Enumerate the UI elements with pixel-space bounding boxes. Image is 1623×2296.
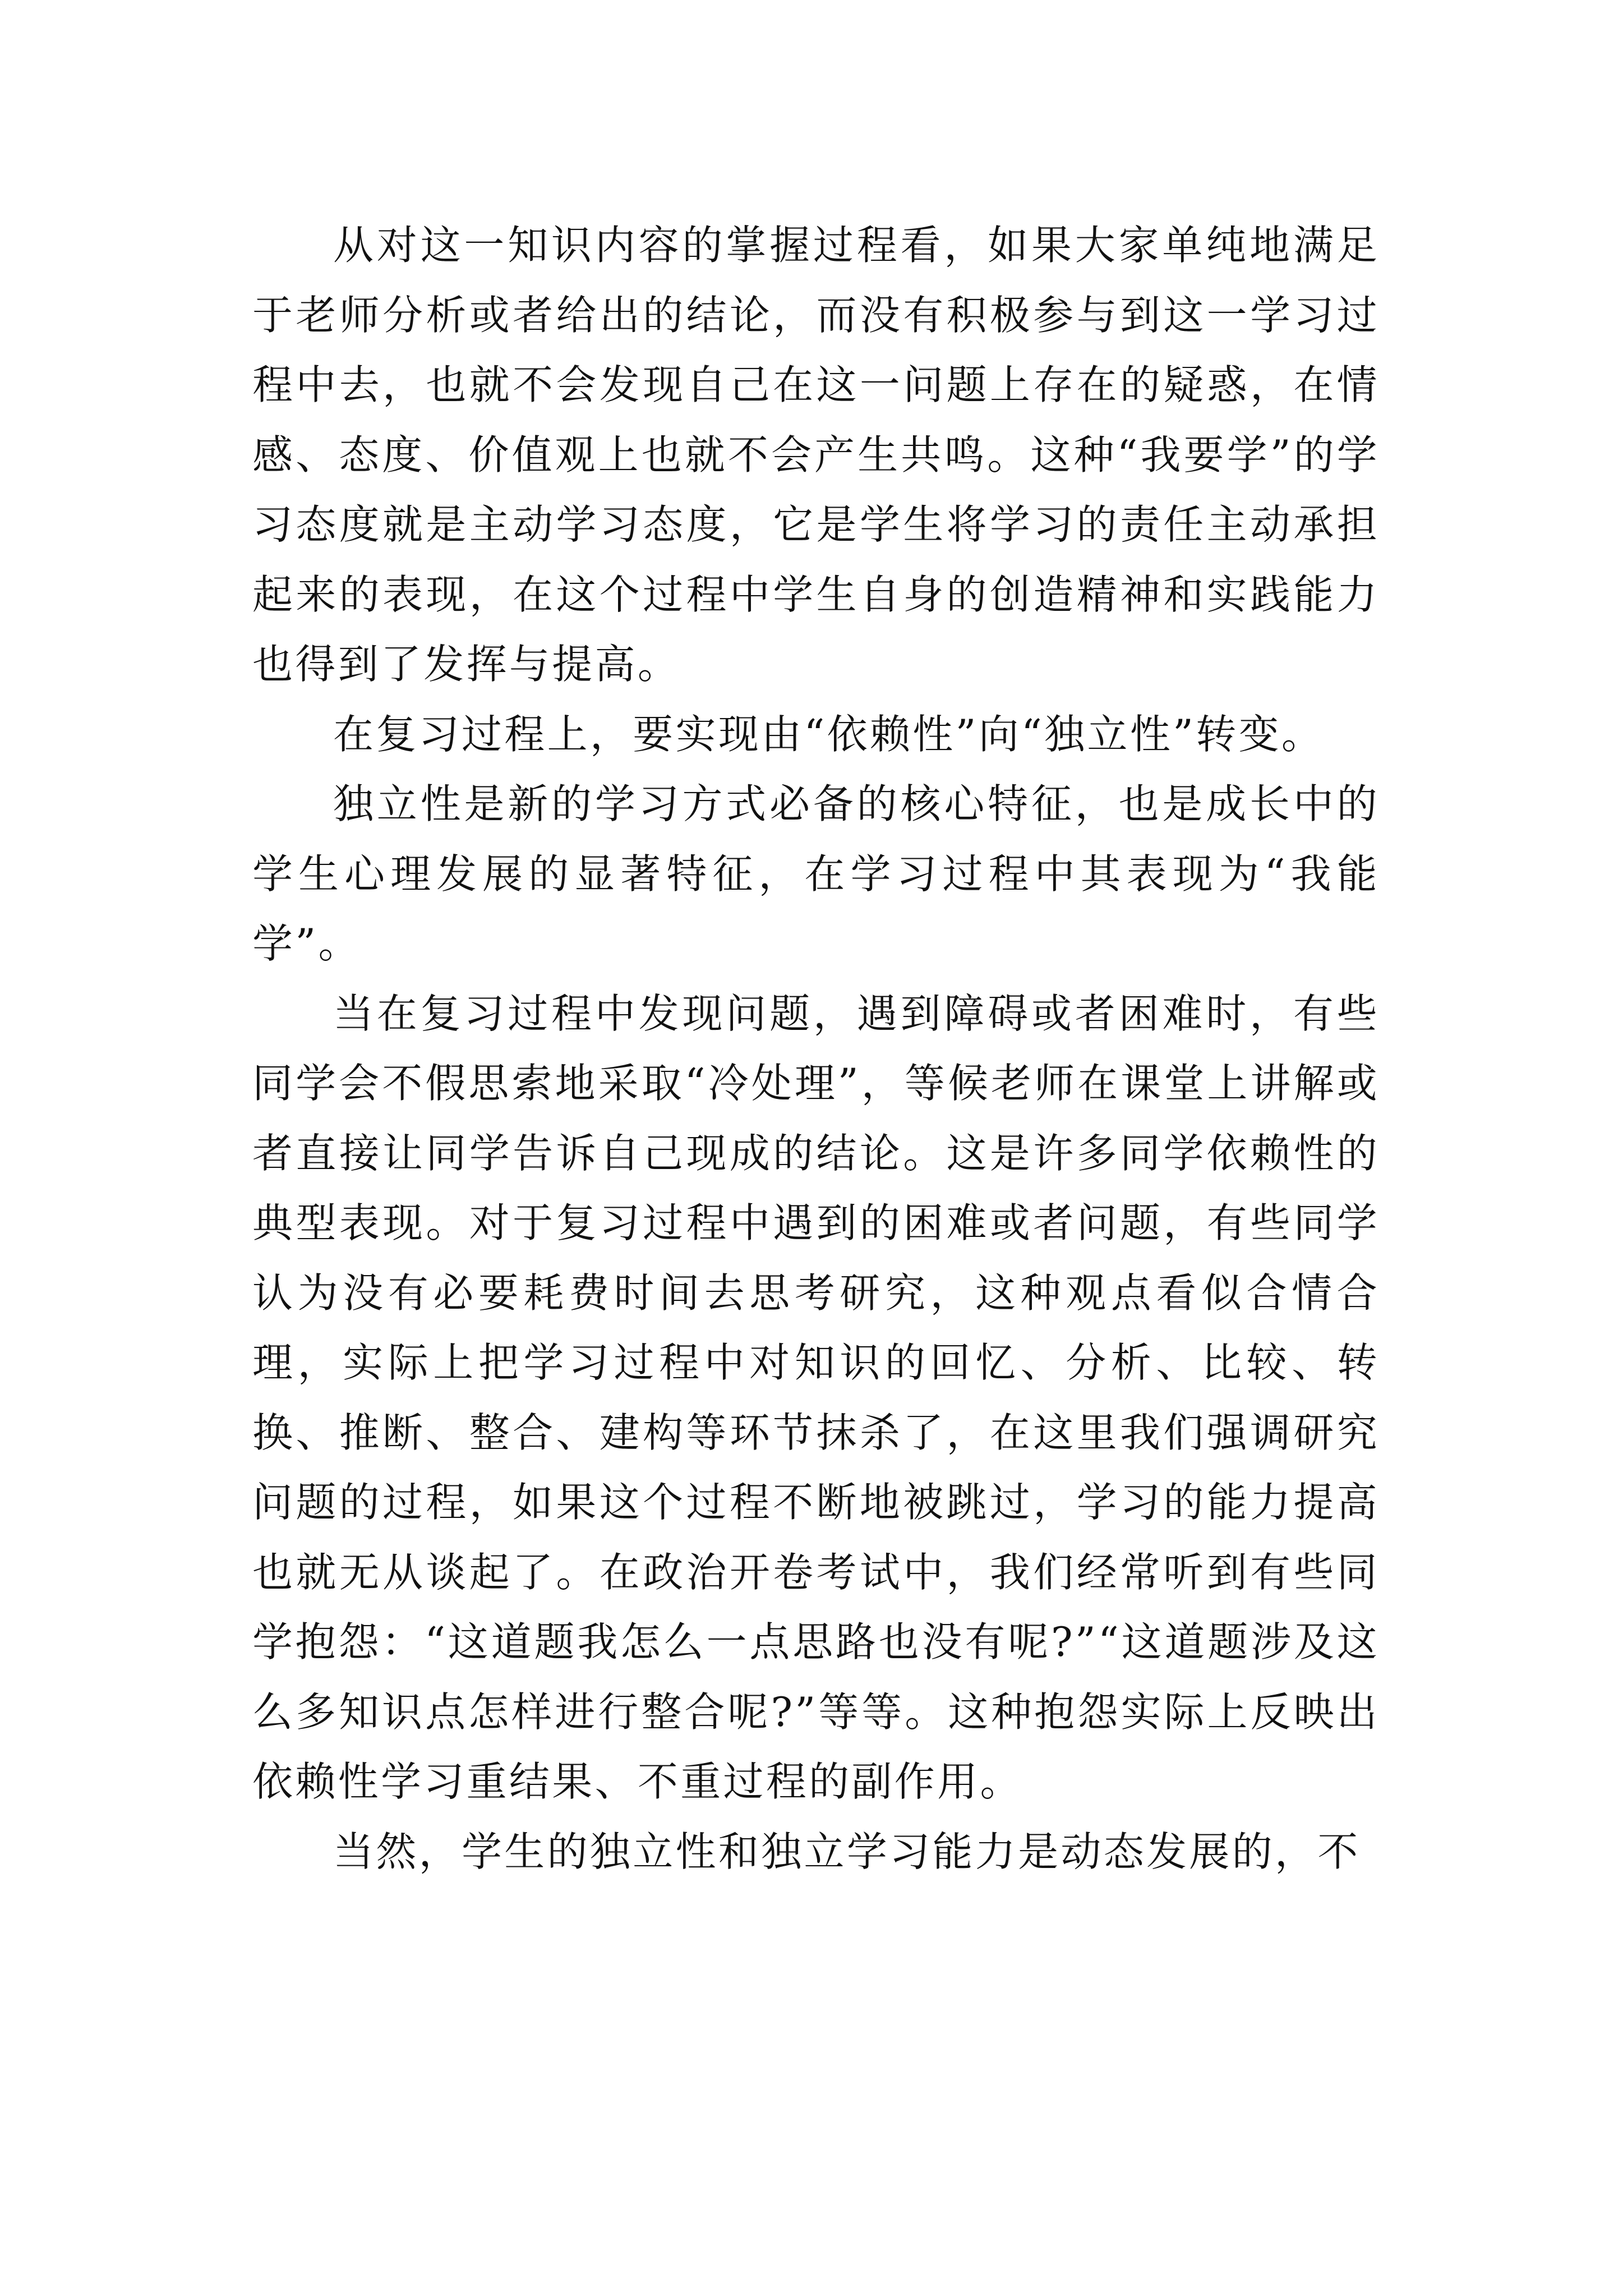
paragraph-independence: 独立性是新的学习方式必备的核心特征，也是成长中的学生心理发展的显著特征，在学习过程中其表现为“我能学”。 [252,780,1380,967]
paragraph-section-heading: 在复习过程上，要实现由“依赖性”向“独立性”转变。 [333,710,1325,758]
paragraph-active-learning: 从对这一知识内容的掌握过程看，如果大家单纯地满足于老师分析或者给出的结论，而没有积极参与到这一学习过程中去，也就不会发现自己在这一问题上存在的疑惑，在情感、态度、价值观上也就不会产生共鸣。这种“我要学”的学习态度就是主动学习态度，它是学生将学习的责任主动承担起来的表现，在这个过程中学生自身的创造精神和实践能力也得到了发挥与提高。 [252,222,1380,688]
paragraph-dependence: 当在复习过程中发现问题，遇到障碍或者困难时，有些同学会不假思索地采取“冷处理”，等候老师在课堂上讲解或者直接让同学告诉自己现成的结论。这是许多同学依赖性的典型表现。对于复习过程中遇到的困难或者问题，有些同学认为没有必要耗费时间去思考研究，这种观点看似合情合理，实际上把学习过程中对知识的回忆、分析、比较、转换、推断、整合、建构等环节抹杀了，在这里我们强调研究问题的过程，如果这个过程不断地被跳过，学习的能力提高也就无从谈起了。在政治开卷考试中，我们经常听到有些同学抱怨：“这道题我怎么一点思路也没有呢?”“这道题涉及这么多知识点怎样进行整合呢?”等等。这种抱怨实际上反映出依赖性学习重结果、不重过程的副作用。 [252,990,1380,1805]
paragraph-continued: 当然，学生的独立性和独立学习能力是动态发展的，不 [333,1828,1361,1875]
document-body [252,210,1380,1887]
